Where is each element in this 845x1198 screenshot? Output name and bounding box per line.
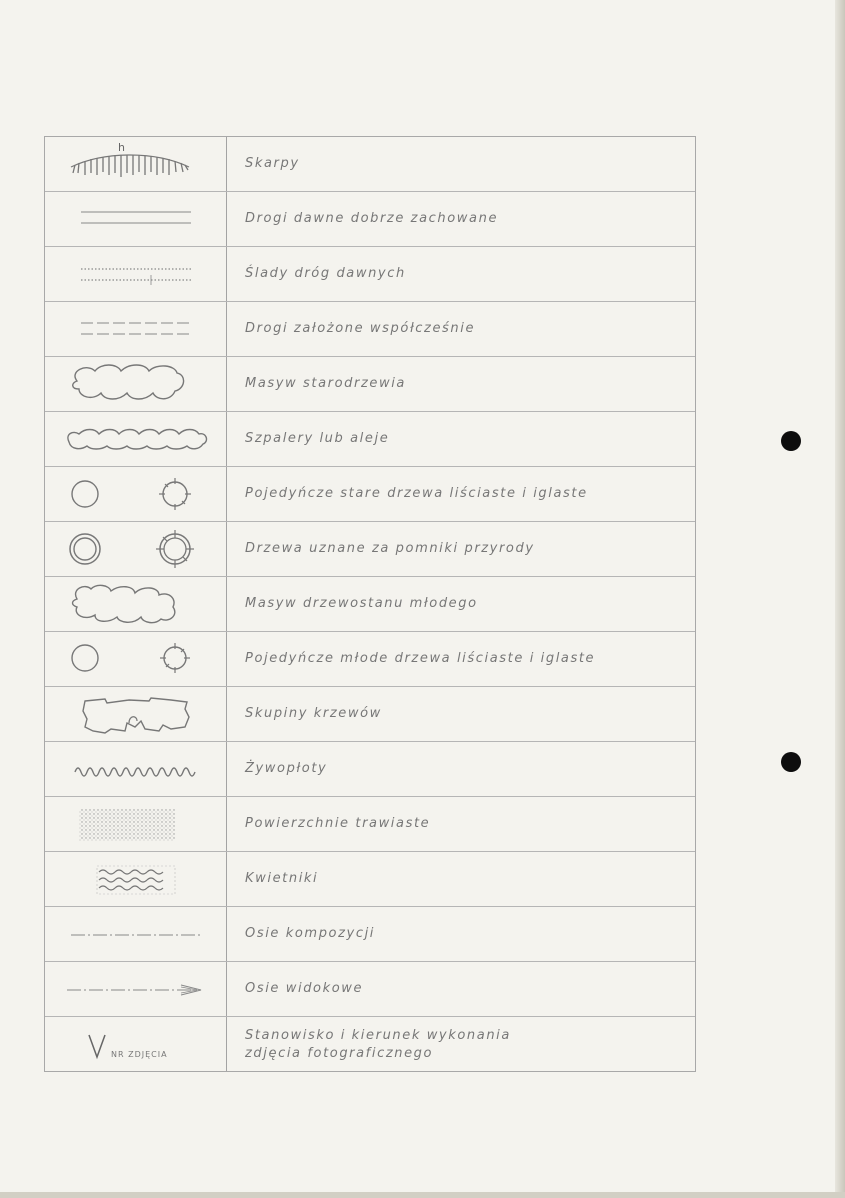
- photo-position-symbol: [45, 1017, 226, 1073]
- legend-label: Pojedyńcze stare drzewa liściaste i iglaste: [245, 486, 588, 501]
- alley-symbol: [45, 412, 226, 466]
- legend-label: Drogi dawne dobrze zachowane: [245, 211, 499, 226]
- legend-row-trawniki: [45, 797, 695, 852]
- old-forest-mass-symbol: [45, 357, 226, 411]
- punch-hole-top: [781, 431, 801, 451]
- legend-label: Osie widokowe: [245, 981, 364, 996]
- shrub-group-symbol: [45, 687, 226, 741]
- legend-row-drogi-wspolczesne: [45, 302, 695, 357]
- old-road-symbol: [45, 192, 226, 246]
- legend-row-stare-drzewa: [45, 467, 695, 522]
- legend-row-szpalery: [45, 412, 695, 467]
- photo-number-caption: NR ZDJĘCIA: [111, 1050, 168, 1059]
- legend-table: [44, 136, 696, 1072]
- nature-monument-symbol: [45, 522, 226, 576]
- legend-row-kwietniki: [45, 852, 695, 907]
- single-old-tree-symbol: [45, 467, 226, 521]
- legend-row-osie-widokowe: [45, 962, 695, 1017]
- legend-row-krzewy: [45, 687, 695, 742]
- legend-row-stanowisko: [45, 1017, 695, 1073]
- legend-row-skarpy: [45, 137, 695, 192]
- legend-row-drogi-dawne: [45, 192, 695, 247]
- legend-label: Ślady dróg dawnych: [245, 266, 406, 281]
- legend-label: Szpalery lub aleje: [245, 431, 390, 446]
- grass-surface-symbol: [45, 797, 226, 851]
- skarpy-marker: h: [118, 141, 125, 154]
- legend-row-pomniki: [45, 522, 695, 577]
- page-edge: [835, 0, 845, 1198]
- legend-row-osie-kompozycji: [45, 907, 695, 962]
- legend-label: Masyw drzewostanu młodego: [245, 596, 478, 611]
- legend-label: Osie kompozycji: [245, 926, 375, 941]
- view-axis-symbol: [45, 962, 226, 1016]
- legend-row-zywoploty: [45, 742, 695, 797]
- modern-road-symbol: [45, 302, 226, 356]
- legend-row-masyw-mlody: [45, 577, 695, 632]
- legend-label: Stanowisko i kierunek wykonania zdjęcia fotograficznego: [245, 1028, 511, 1061]
- legend-label: Pojedyńcze młode drzewa liściaste i iglaste: [245, 651, 596, 666]
- road-trace-symbol: [45, 247, 226, 301]
- young-forest-mass-symbol: [45, 577, 226, 631]
- escarpment-symbol: [45, 137, 226, 191]
- legend-row-slady-drog: [45, 247, 695, 302]
- legend-label: Masyw starodrzewia: [245, 376, 406, 391]
- legend-label: Powierzchnie trawiaste: [245, 816, 431, 831]
- legend-label: Drogi założone współcześnie: [245, 321, 476, 336]
- punch-hole-bottom: [781, 752, 801, 772]
- legend-label: Skupiny krzewów: [245, 706, 382, 721]
- flowerbed-symbol: [45, 852, 226, 906]
- legend-row-masyw-starodrzewia: [45, 357, 695, 412]
- legend-row-mlode-drzewa: [45, 632, 695, 687]
- single-young-tree-symbol: [45, 632, 226, 686]
- page-edge-bottom: [0, 1192, 845, 1198]
- legend-label: Żywopłoty: [245, 761, 328, 776]
- composition-axis-symbol: [45, 907, 226, 961]
- legend-label: Skarpy: [245, 156, 300, 171]
- legend-label: Kwietniki: [245, 871, 319, 886]
- legend-label: Drzewa uznane za pomniki przyrody: [245, 541, 535, 556]
- hedge-symbol: [45, 742, 226, 796]
